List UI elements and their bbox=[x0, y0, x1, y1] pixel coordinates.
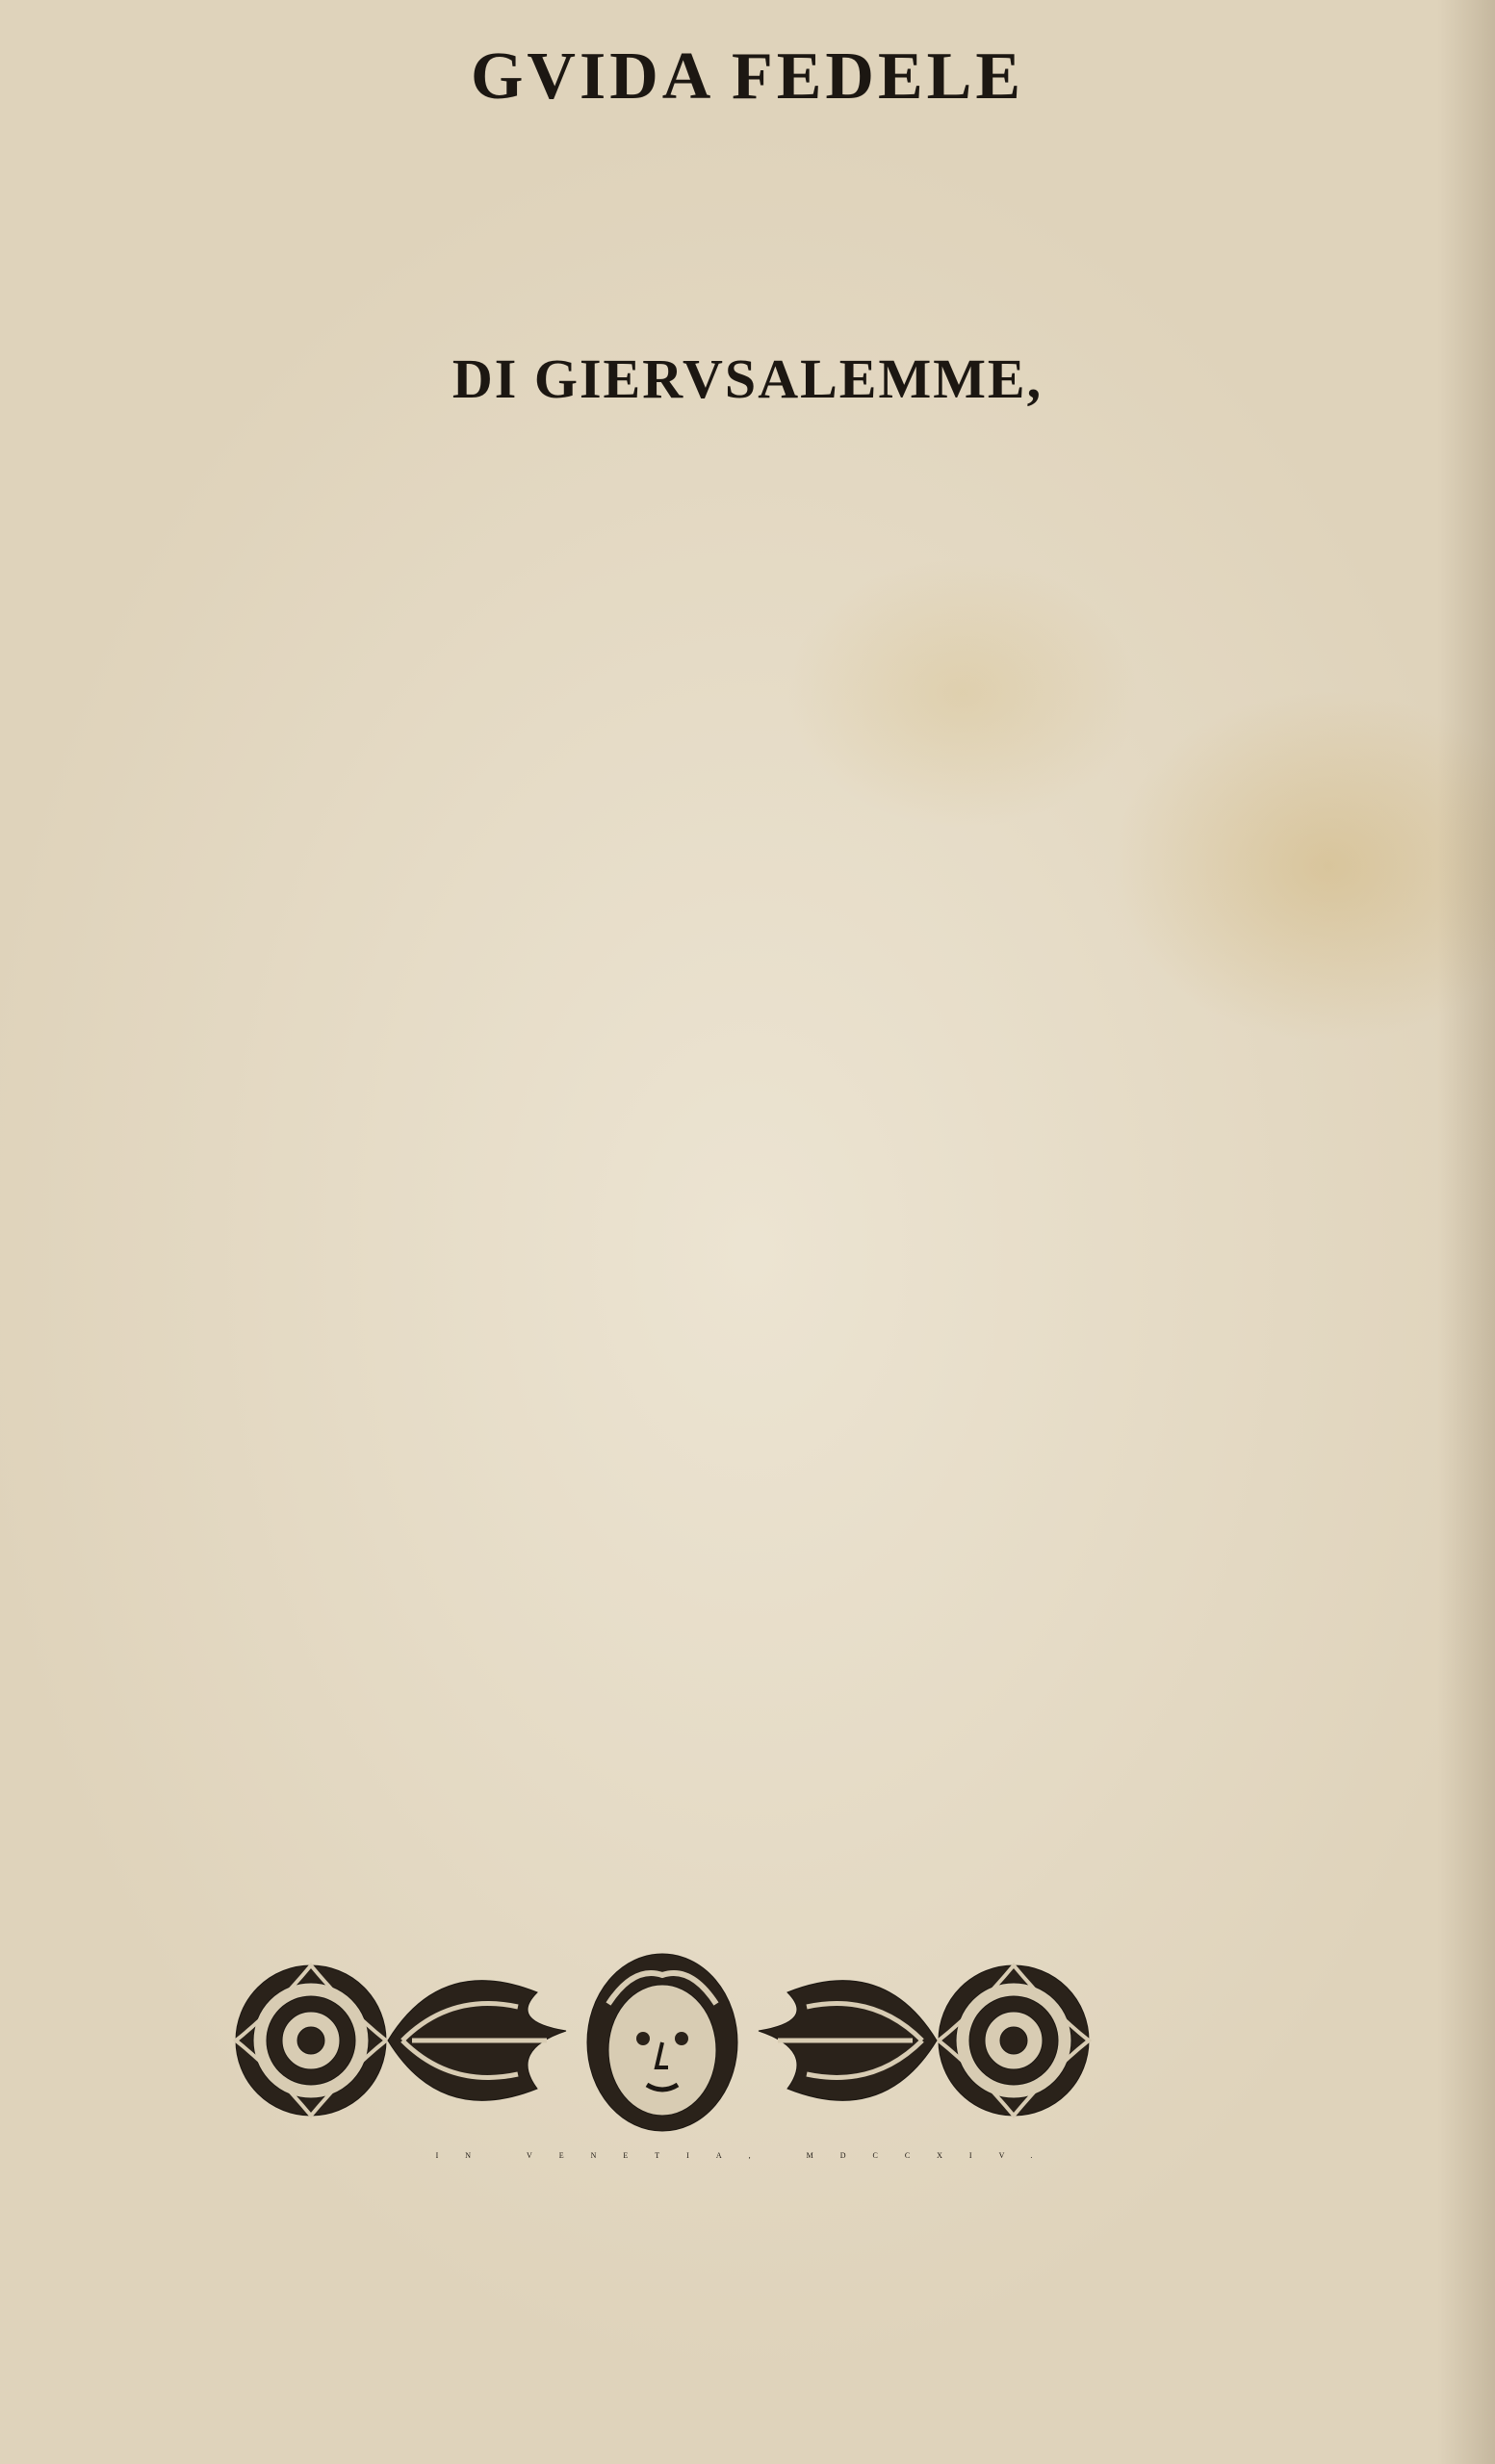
title-line-1: GVIDA FEDELE bbox=[470, 39, 1025, 114]
cherub-ornament-icon bbox=[219, 1935, 1105, 2156]
imprint-place-date: IN VENETIA, MDCCXIV. bbox=[435, 2151, 1060, 2160]
title-line-3: DI GIERVSALEMME, bbox=[451, 347, 1044, 410]
